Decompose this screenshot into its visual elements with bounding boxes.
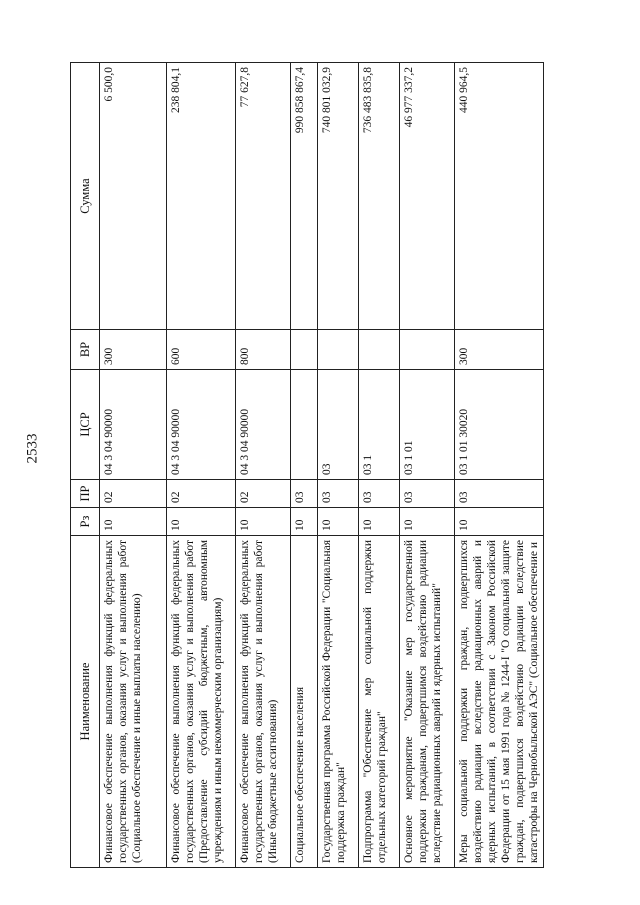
row-sum: 740 801 032,9 (318, 63, 359, 330)
row-pr: 03 (318, 480, 359, 508)
row-rz: 10 (455, 508, 544, 536)
row-name: Финансовое обеспечение выполнения функций федеральных государственных органов, оказания услуг и выполнения работ (Социальное обеспечение и иные выплаты населению) (100, 536, 167, 868)
row-csr (291, 370, 318, 480)
row-pr: 03 (359, 480, 400, 508)
table-row (455, 63, 544, 868)
row-csr: 03 1 (359, 370, 400, 480)
row-sum: 990 858 867,4 (291, 63, 318, 330)
row-vr: 600 (167, 330, 236, 370)
table-header-row (71, 63, 100, 868)
budget-table (70, 62, 544, 868)
row-vr (400, 330, 455, 370)
row-pr: 03 (455, 480, 544, 508)
table-row (359, 63, 400, 868)
header-rz: Рз (71, 508, 100, 536)
table-row (100, 63, 167, 868)
row-name: Финансовое обеспечение выполнения функций федеральных государственных органов, оказания услуг и выполнения работ (Иные бюджетные ассигнования) (236, 536, 291, 868)
row-pr: 02 (100, 480, 167, 508)
row-sum: 6 500,0 (100, 63, 167, 330)
row-rz: 10 (167, 508, 236, 536)
row-name: Меры социальной поддержки граждан, подвергшихся воздействию радиации вследствие радиационных аварий и ядерных испытаний, в соответствии с Законом Российской Федерации от 15 мая 1991 года № 1244-I "О социальной защите граждан, подвергшихся воздействию радиации вследствие катастрофы на Чернобыльской АЭС" (Социальное обеспечение и (455, 536, 544, 868)
row-csr: 03 1 01 30020 (455, 370, 544, 480)
row-vr (291, 330, 318, 370)
page-number: 2533 (24, 433, 41, 464)
row-name: Подпрограмма "Обеспечение мер социальной поддержки отдельных категорий граждан" (359, 536, 400, 868)
row-csr: 04 3 04 90000 (236, 370, 291, 480)
header-sum: Сумма (71, 63, 100, 330)
table-row (318, 63, 359, 868)
row-csr: 04 3 04 90000 (100, 370, 167, 480)
row-rz: 10 (359, 508, 400, 536)
row-pr: 03 (400, 480, 455, 508)
row-csr: 03 (318, 370, 359, 480)
row-name: Основное мероприятие "Оказание мер государственной поддержки гражданам, подвергшимся воздействию радиации вследствие радиационных аварий и ядерных испытаний" (400, 536, 455, 868)
row-sum: 440 964,5 (455, 63, 544, 330)
header-vr: ВР (71, 330, 100, 370)
table-row (236, 63, 291, 868)
table-row (167, 63, 236, 868)
row-sum: 238 804,1 (167, 63, 236, 330)
row-vr (359, 330, 400, 370)
row-pr: 02 (236, 480, 291, 508)
row-name: Социальное обеспечение населения (291, 536, 318, 868)
row-rz: 10 (236, 508, 291, 536)
row-sum: 736 483 835,8 (359, 63, 400, 330)
table-row (400, 63, 455, 868)
header-name: Наименование (71, 536, 100, 868)
row-csr: 03 1 01 (400, 370, 455, 480)
row-vr: 300 (455, 330, 544, 370)
row-name: Государственная программа Российской Федерации "Социальная поддержка граждан" (318, 536, 359, 868)
row-pr: 03 (291, 480, 318, 508)
row-rz: 10 (400, 508, 455, 536)
row-pr: 02 (167, 480, 236, 508)
row-vr: 800 (236, 330, 291, 370)
row-name: Финансовое обеспечение выполнения функций федеральных государственных органов, оказания услуг и выполнения работ (Предоставление субсидий бюджетным, автономным учреждениям и иным некоммерческим организациям) (167, 536, 236, 868)
row-csr: 04 3 04 90000 (167, 370, 236, 480)
header-pr: ПР (71, 480, 100, 508)
rotated-page-content (70, 63, 590, 868)
row-vr (318, 330, 359, 370)
row-sum: 77 627,8 (236, 63, 291, 330)
row-sum: 46 977 337,2 (400, 63, 455, 330)
row-rz: 10 (318, 508, 359, 536)
row-rz: 10 (100, 508, 167, 536)
row-vr: 300 (100, 330, 167, 370)
header-csr: ЦСР (71, 370, 100, 480)
row-rz: 10 (291, 508, 318, 536)
table-row (291, 63, 318, 868)
